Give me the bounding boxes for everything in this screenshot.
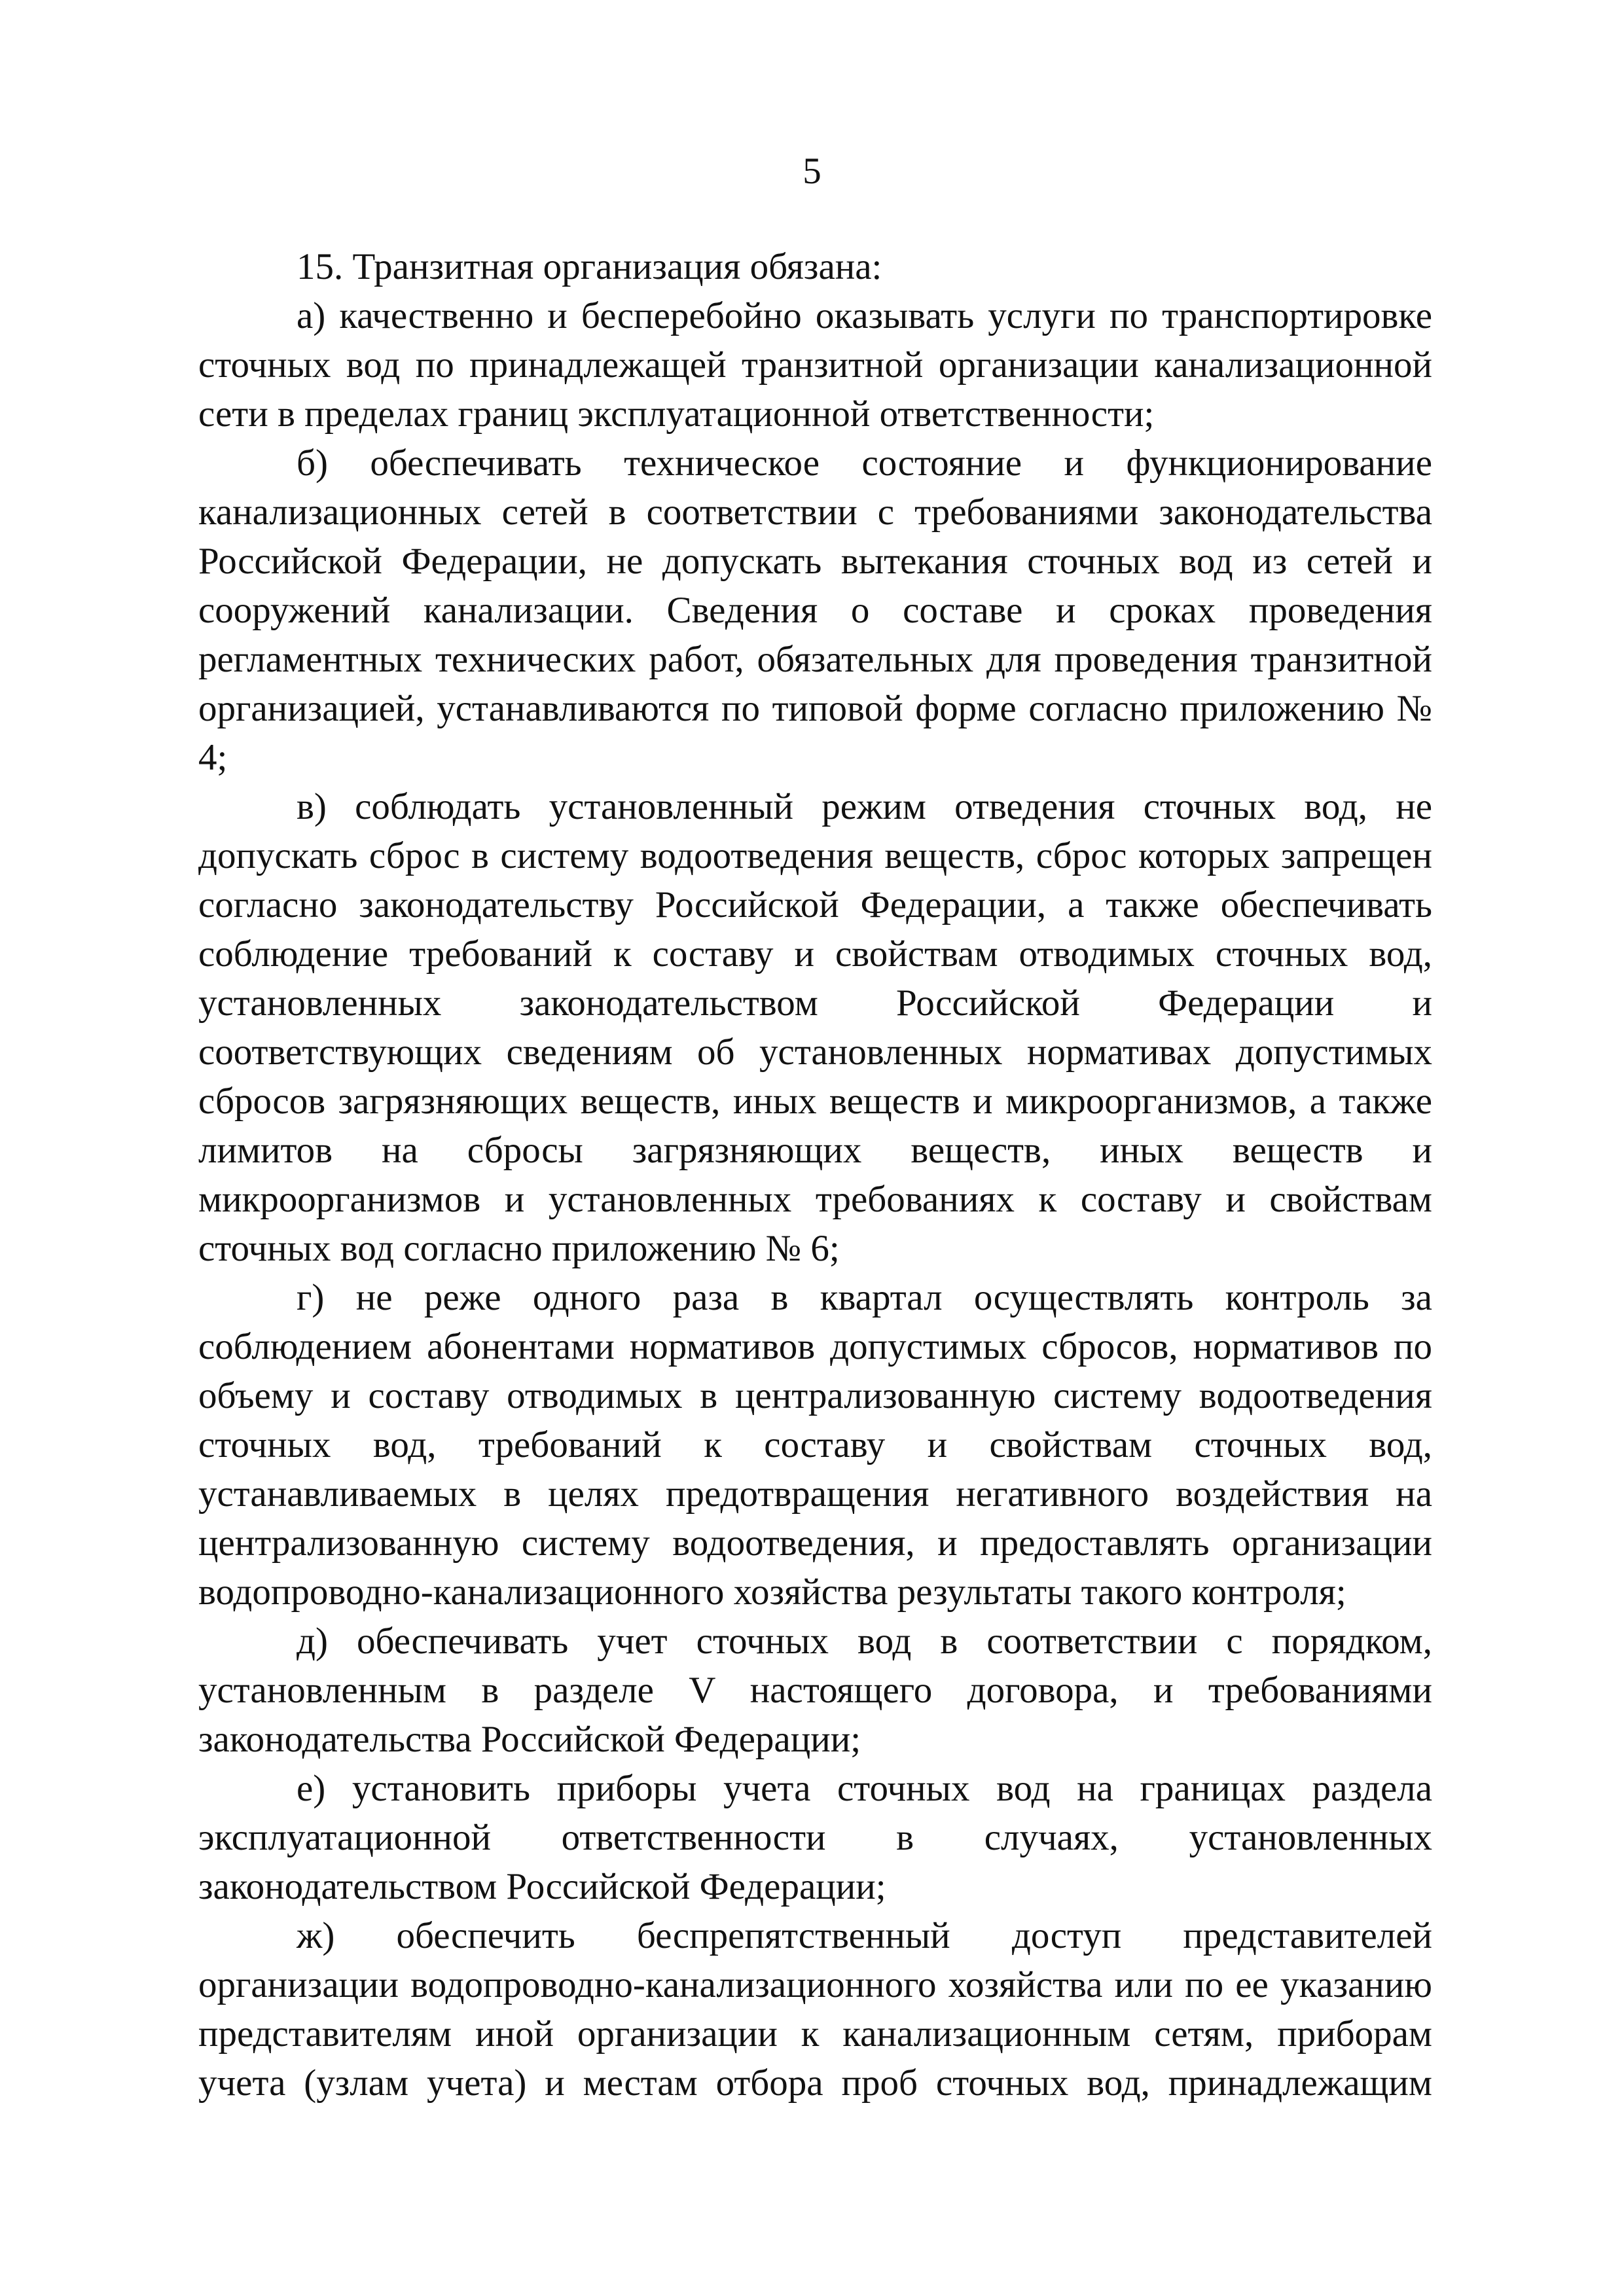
document-body [198, 242, 1432, 2108]
clause-item-b: б) обеспечивать техническое состояние и функционирование канализационных сетей в соответствии с требованиями законодательства Российской Федерации, не допускать вытекания сточных вод из сетей и сооружений канализации. Сведения о составе и сроках проведения регламентных технических работ, обязательных для проведения транзитной организацией, устанавливаются по типовой форме согласно приложению № 4; [198, 442, 1432, 778]
clause-item-zh: ж) обеспечить беспрепятственный доступ представителей организации водопроводно-канализационного хозяйства или по ее указанию представителям иной организации к канализационным сетям, приборам учета (узлам учета) и местам отбора проб сточных вод, принадлежащим [198, 1915, 1432, 2104]
clause-15-heading: 15. Транзитная организация обязана: [297, 246, 882, 287]
clause-item-e: е) установить приборы учета сточных вод на границах раздела эксплуатационной ответственности в случаях, установленных законодательством Российской Федерации; [198, 1768, 1432, 1907]
clause-item-g: г) не реже одного раза в квартал осуществлять контроль за соблюдением абонентами нормативов допустимых сбросов, нормативов по объему и составу отводимых в централизованную систему водоотведения сточных вод, требований к составу и свойствам сточных вод, устанавливаемых в целях предотвращения негативного воздействия на централизованную систему водоотведения, и предоставлять организации водопроводно-канализационного хозяйства результаты такого контроля; [198, 1277, 1432, 1613]
clause-item-d: д) обеспечивать учет сточных вод в соответствии с порядком, установленным в разделе V настоящего договора, и требованиями законодательства Российской Федерации; [198, 1621, 1432, 1760]
clause-item-v: в) соблюдать установленный режим отведения сточных вод, не допускать сброс в систему водоотведения веществ, сброс которых запрещен согласно законодательству Российской Федерации, а также обеспечивать соблюдение требований к составу и свойствам отводимых сточных вод, установленных законодательством Российской Федерации и соответствующих сведениям об установленных нормативах допустимых сбросов загрязняющих веществ, иных веществ и микроорганизмов, а также лимитов на сбросы загрязняющих веществ, иных веществ и микроорганизмов и установленных требованиях к составу и свойствам сточных вод согласно приложению № 6; [198, 786, 1432, 1269]
clause-item-a: а) качественно и бесперебойно оказывать услуги по транспортировке сточных вод по принадлежащей транзитной организации канализационной сети в пределах границ эксплуатационной ответственности; [198, 295, 1432, 435]
page-number: 5 [803, 151, 821, 192]
